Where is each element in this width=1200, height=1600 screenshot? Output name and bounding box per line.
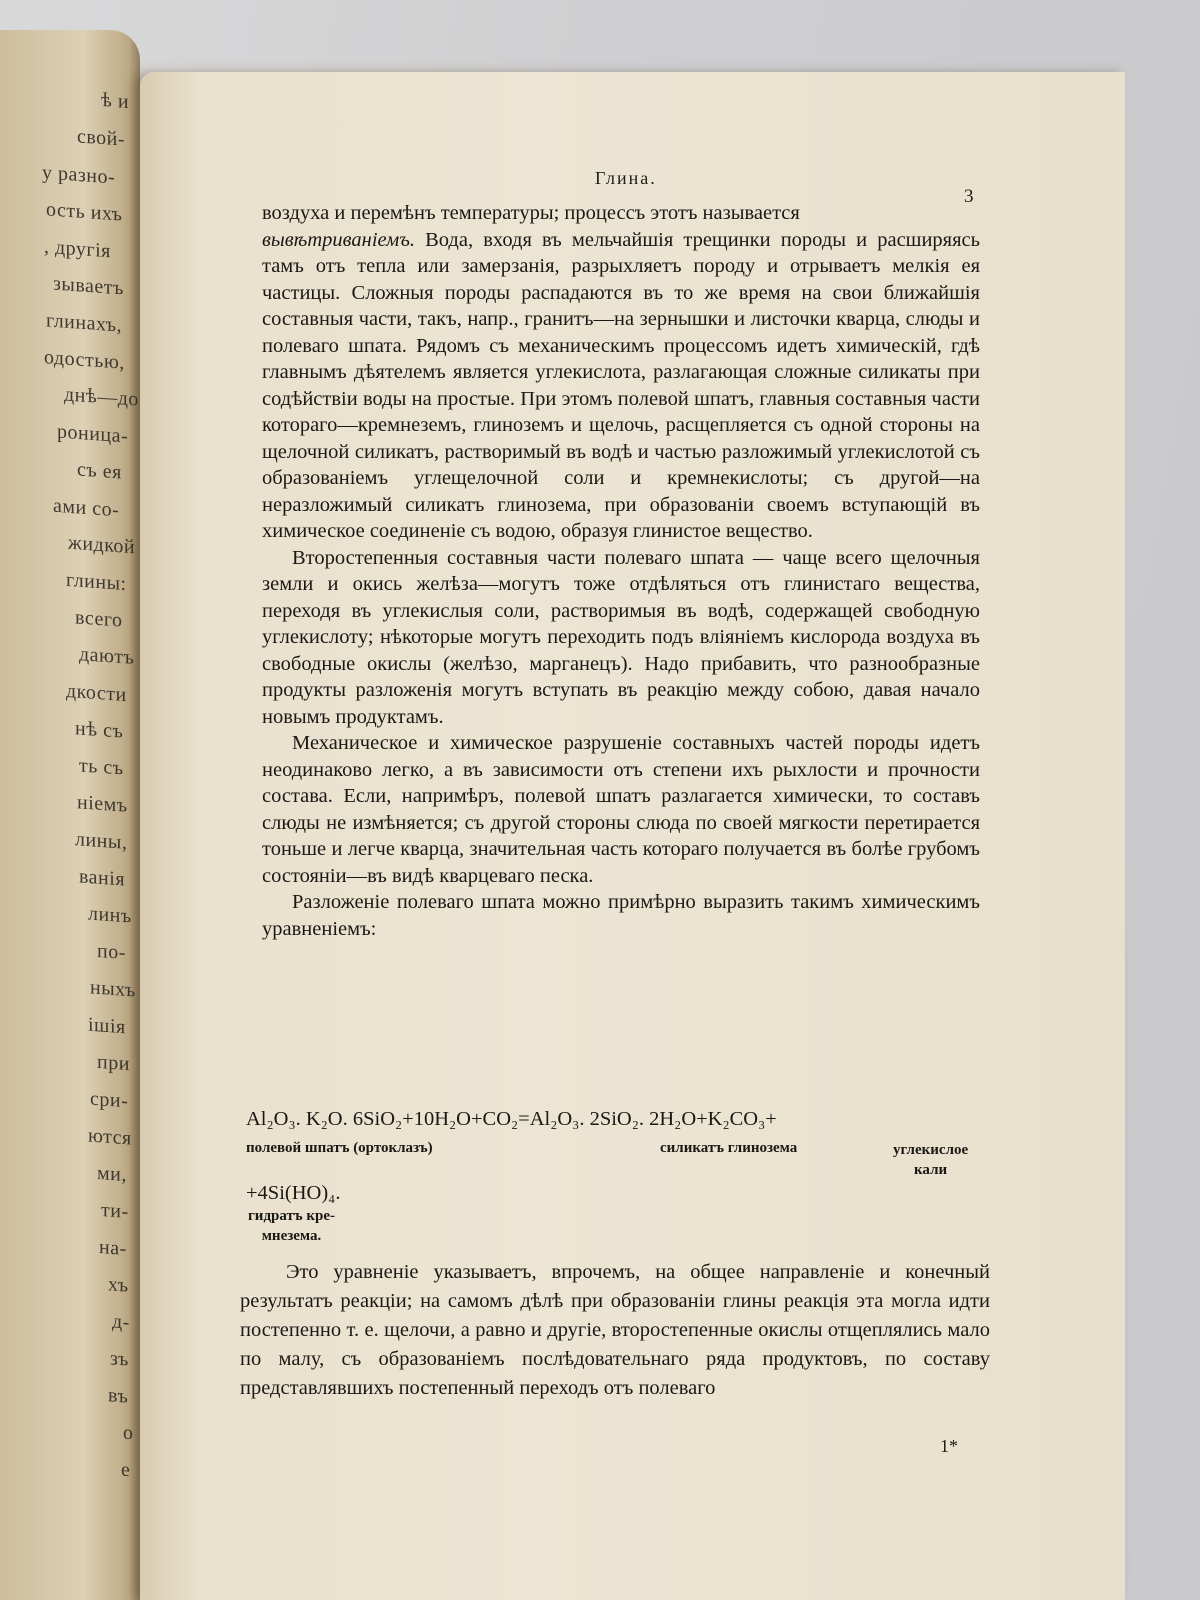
left-page-fragment: нѣ съ xyxy=(75,717,124,743)
left-page-fragment: о xyxy=(123,1421,134,1445)
left-page-fragment: у разно- xyxy=(42,161,116,189)
left-page-fragment: днѣ—до xyxy=(64,383,139,411)
left-page-fragment: линъ xyxy=(88,902,132,928)
left-page-fragment: дкости xyxy=(66,679,127,707)
left-page xyxy=(0,30,140,1600)
left-page-fragment: ѣ и xyxy=(101,89,130,113)
left-page-fragment: , другія xyxy=(44,235,111,263)
equation-line-1: Al₂O₃. K₂O. 6SiO₂+10H₂O+CO₂=Al₂O₃. 2SiO₂. 2H₂O+K₂CO₃+ xyxy=(246,1108,777,1130)
caption-hydrate: гидратъ кре- мнезема. xyxy=(248,1208,335,1244)
left-page-fragment: свой- xyxy=(77,125,126,151)
left-page-fragment: хъ xyxy=(108,1273,129,1297)
left-page-fragment: роница- xyxy=(57,420,129,448)
left-page-fragment: ішія xyxy=(88,1013,126,1039)
left-page-fragment: глины: xyxy=(66,568,127,596)
left-page-fragment: лины, xyxy=(75,828,128,854)
left-page-fragment: ти- xyxy=(101,1199,129,1223)
caption-silicate: силикатъ глинозема xyxy=(660,1140,798,1156)
closing-text xyxy=(240,1258,990,1403)
caption-potash: углекислое кали xyxy=(893,1142,969,1178)
left-page-fragment: на- xyxy=(99,1236,127,1260)
left-page-fragment: съ ея xyxy=(77,458,122,484)
left-page-fragment: жидкой xyxy=(68,531,136,559)
left-page-fragment: е xyxy=(121,1458,131,1482)
left-page-fragment: д- xyxy=(112,1310,130,1334)
left-page-fragment: сри- xyxy=(90,1087,129,1113)
left-page-fragment: ются xyxy=(88,1124,132,1150)
signature-mark: 1* xyxy=(940,1436,958,1456)
left-page-fragment: ныхъ xyxy=(90,976,136,1002)
left-page-fragment: ванія xyxy=(79,865,126,891)
paragraph: вывѣтриваніемъ. Вода, входя въ мельчайшія трещинки породы и расширяясь тамъ отъ тепла или замерзанія, разрыхляетъ породу и отрываетъ мелкія ея частицы. Сложныя породы распадаются въ то же время на свои ближайшія составныя части, такъ, напр., гранитъ—на зернышки и листочки кварца, слюды и полеваго шпата. Рядомъ съ механическимъ процессомъ идетъ химическій, гдѣ главнымъ дѣятелемъ является углекислота, разлагающая сложные силикаты при содѣйствіи воды на простые. При этомъ полевой шпатъ, главныя составныя части котораго—кремнеземъ, глиноземъ и щелочь, расщепляется съ одной стороны на щелочной силикатъ, растворимый въ водѣ и частью разложимый углекислотой съ образованіемъ углещелочной соли и кремнекислоты; съ другой—на неразложимый силикатъ глинозема, при образованіи своемъ вступающій въ химическое соединеніе съ водою, образуя глинистое вещество. xyxy=(262,228,980,542)
left-page-fragment: ми, xyxy=(97,1161,127,1187)
emphasis: вывѣтриваніемъ. xyxy=(262,228,415,251)
left-page-fragment: всего xyxy=(75,606,123,632)
left-page-fragment: глинахъ, xyxy=(46,309,123,337)
paragraph: Второстепенныя составныя части полеваго шпата — чаще всего щелочныя земли и окись желѣза—могутъ тоже отдѣляться отъ глинистаго вещества, переходя въ углекислыя соли, растворимыя въ водѣ, содержащей свободную углекислоту; нѣкоторые могутъ переходить подъ вліяніемъ кислорода воздуха въ свободные окислы (желѣзо, марганецъ). Надо прибавить, что разнообразные продукты разложенія могутъ вступать въ реакцію между собою, давая начало новымъ продуктамъ. xyxy=(262,546,980,728)
paragraph: Механическое и химическое разрушеніе составныхъ частей породы идетъ неодинаково легко, а въ зависимости отъ степени ихъ рыхлости и прочности состава. Если, напримѣръ, полевой шпатъ разлагается химически, то составъ слюды не измѣняется; съ другой стороны слюда по своей мягкости перетирается тоньше и легче кварца, значительная часть котораго получается въ болѣе грубомъ состояніи—въ видѣ кварцеваго песка. xyxy=(262,732,980,887)
left-page-fragment: одостью, xyxy=(44,346,125,374)
caption-feldspar: полевой шпатъ (ортоклазъ) xyxy=(246,1140,433,1156)
left-page-fragment: ть съ xyxy=(79,754,124,780)
left-page-fragment: въ xyxy=(108,1384,129,1408)
left-page-fragment: ами со- xyxy=(53,494,120,522)
paragraph: Разложеніе полеваго шпата можно примѣрно выразить такимъ химическимъ уравненіемъ: xyxy=(262,891,980,940)
left-page-fragment: зъ xyxy=(110,1347,129,1371)
equation-line-2: +4Si(HO)₄. xyxy=(246,1182,341,1204)
paragraph: воздуха и перемѣнъ температуры; процессъ этотъ называется xyxy=(262,202,800,224)
left-page-fragment: ость ихъ xyxy=(46,198,123,226)
left-page-fragment: ніемъ xyxy=(77,791,128,817)
left-page-fragment: при xyxy=(97,1050,130,1076)
left-page-fragment: зываетъ xyxy=(53,272,124,300)
left-page-fragment: по- xyxy=(97,939,126,965)
page-number: 3 xyxy=(964,186,974,207)
left-page-fragment: даютъ xyxy=(79,643,135,669)
running-head: Глина. xyxy=(595,168,657,188)
paragraph: Это уравненіе указываетъ, впрочемъ, на общее направленіе и конечный результатъ реакціи; на самомъ дѣлѣ при образованіи глины реакція эта могла идти постепенно т. е. щелочи, а равно и другіе, второстепенные окислы отщеплялись мало по малу, съ образованіемъ послѣдовательнаго ряда продуктовъ, по составу представлявшихъ постепенный переходъ отъ полеваго xyxy=(240,1261,990,1399)
body-text xyxy=(262,200,980,942)
